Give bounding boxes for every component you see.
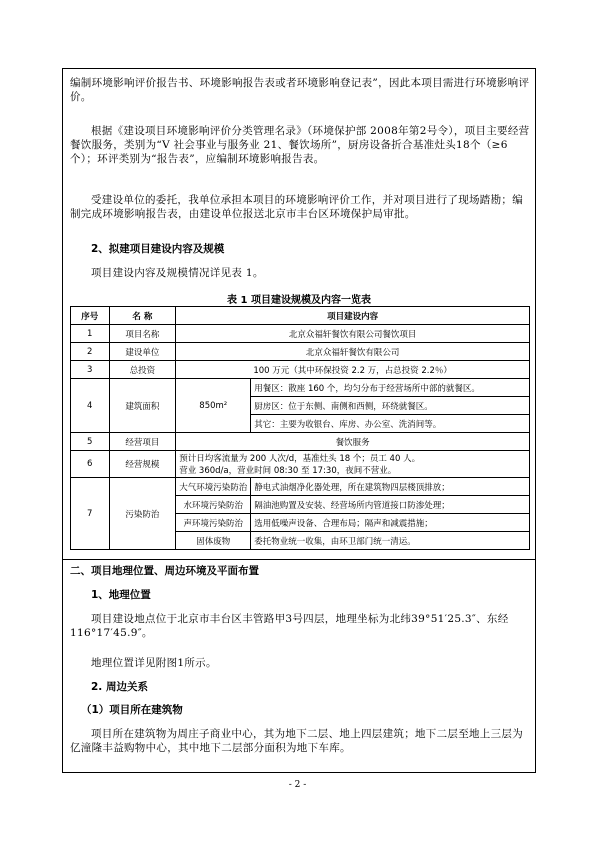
cell-name: 污染防治 <box>109 478 176 550</box>
paragraph-building: 项目所在建筑物为周庄子商业中心，其为地下二层、地上四层建筑；地下二层至地上三层为亿潼隆丰益购物中心，其中地下二层部分面积为地下车库。 <box>70 728 523 754</box>
table-row <box>71 325 530 343</box>
paragraph-1: 编制环境影响评价报告书、环境影响报告表或者环境影响登记表”，因此本项目需进行环境影响评价。 <box>70 77 530 103</box>
cell-name: 总投资 <box>109 361 176 379</box>
cell-no: 7 <box>71 478 110 550</box>
cell-name: 经营规模 <box>109 451 176 478</box>
cell-content: 北京众福轩餐饮有限公司 <box>176 343 530 361</box>
cell-area: 850m² <box>176 379 251 433</box>
subheading-building: （1）项目所在建筑物 <box>81 704 183 716</box>
subheading-surroundings: 2. 周边关系 <box>91 681 148 693</box>
cell-no: 6 <box>71 451 110 478</box>
cell-name: 建筑面积 <box>109 379 176 433</box>
table-row <box>71 478 530 496</box>
section-title: 二、项目地理位置、周边环境及平面布置 <box>70 565 259 577</box>
cell-waste-label: 固体废物 <box>176 532 251 550</box>
cell-other: 其它：主要为收银台、库房、办公室、洗消间等。 <box>251 415 530 433</box>
cell-content: 餐饮服务 <box>176 433 530 451</box>
cell-no: 2 <box>71 343 110 361</box>
table-row <box>71 379 530 397</box>
table-caption: 表 1 项目建设规模及内容一览表 <box>227 295 371 306</box>
cell-no: 1 <box>71 325 110 343</box>
scale-line-2: 营业 360d/a，营业时间 08:30 至 17:30，夜间不营业。 <box>179 466 397 476</box>
paragraph-4: 项目建设内容及规模情况详见表 1。 <box>91 267 264 279</box>
cell-content <box>176 451 530 478</box>
table-row <box>71 451 530 478</box>
cell-air: 静电式油烟净化器处理，所在建筑物四层楼顶排放； <box>251 478 530 496</box>
paragraph-3: 受建设单位的委托，我单位承担本项目的环境影响评价工作，并对项目进行了现场踏勘；编制完成环境影响报告表，由建设单位报送北京市丰台区环境保护局审批。 <box>70 194 523 220</box>
cell-name: 经营项目 <box>109 433 176 451</box>
cell-content: 北京众福轩餐饮有限公司餐饮项目 <box>176 325 530 343</box>
table-row <box>71 433 530 451</box>
cell-kitchen: 厨房区：位于东侧、南侧和西侧，环绕就餐区。 <box>251 397 530 415</box>
cell-no: 4 <box>71 379 110 433</box>
cell-water: 隔油池购置及安装、经营场所内管道接口防渗处理； <box>251 496 530 514</box>
cell-content: 100 万元（其中环保投资 2.2 万，占总投资 2.2％） <box>176 361 530 379</box>
table-row <box>71 361 530 379</box>
table-header-row <box>71 307 530 325</box>
project-table <box>70 306 530 550</box>
cell-no: 3 <box>71 361 110 379</box>
cell-water-label: 水环境污染防治 <box>176 496 251 514</box>
cell-name: 建设单位 <box>109 343 176 361</box>
cell-noise: 选用低噪声设备、合理布局；隔声和减震措施； <box>251 514 530 532</box>
header-name: 名 称 <box>109 307 176 325</box>
table-row <box>71 343 530 361</box>
scale-line-1: 预计日均客流量为 200 人次/d，基准灶头 18 个；员工 40 人。 <box>179 454 421 464</box>
cell-name: 项目名称 <box>109 325 176 343</box>
paragraph-2: 根据《建设项目环境影响评价分类管理名录》（环境保护部 2008年第2号令），项目主要经营餐饮服务，类别为“Ⅴ 社会事业与服务业 21、餐饮场所”，厨房设备折合基准灶头18个（≥6个）；环评类别为“报告表”，应编制环境影响报告表。 <box>70 125 530 165</box>
subheading-2: 2、拟建项目建设内容及规模 <box>91 243 225 255</box>
cell-noise-label: 声环境污染防治 <box>176 514 251 532</box>
cell-air-label: 大气环境污染防治 <box>176 478 251 496</box>
paragraph-location: 项目建设地点位于北京市丰台区丰管路甲3号四层，地理坐标为北纬39°51′25.3″、东经116°17′45.9″。 <box>70 613 509 639</box>
subheading-location: 1、地理位置 <box>91 589 151 601</box>
section-divider <box>62 559 536 560</box>
cell-no: 5 <box>71 433 110 451</box>
cell-dining: 用餐区：散座 160 个，均匀分布于经营场所中部的就餐区。 <box>251 379 530 397</box>
paragraph-figure-ref: 地理位置详见附图1所示。 <box>91 657 217 669</box>
page-number: - 2 - <box>288 780 307 790</box>
header-no: 序号 <box>71 307 110 325</box>
header-content: 项目建设内容 <box>176 307 530 325</box>
cell-waste: 委托物业统一收集，由环卫部门统一清运。 <box>251 532 530 550</box>
